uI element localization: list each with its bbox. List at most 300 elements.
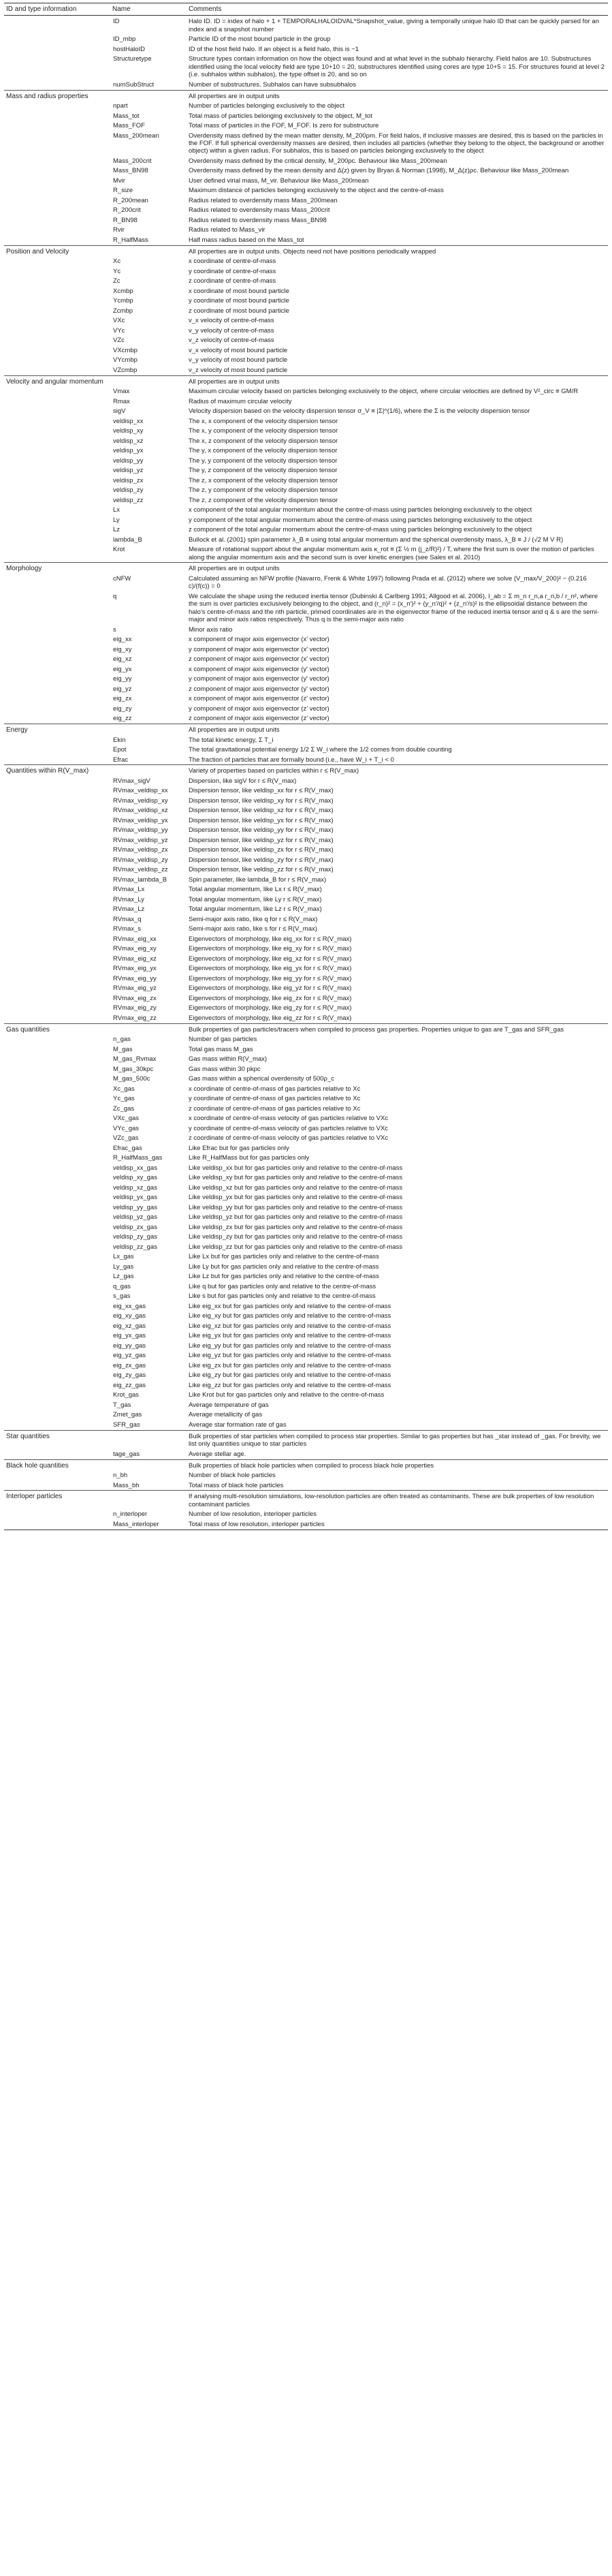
property-name: veldisp_xz_gas: [113, 1183, 157, 1192]
property-comment: Like s but for gas particles only and relative to the centre-of-mass: [189, 1292, 376, 1301]
property-name: VXcmbp: [113, 346, 138, 354]
row-category-cell: [4, 466, 110, 476]
property-name: VXc_gas: [113, 1115, 140, 1123]
section-name-cell: [110, 1430, 187, 1449]
property-comment: The total kinetic energy, Σ T_i: [189, 736, 274, 744]
table-row: [4, 1510, 608, 1520]
property-name: VZc_gas: [113, 1134, 139, 1143]
table-row: [4, 365, 608, 375]
property-comment: The z, z component of the velocity dispersion tensor: [189, 496, 338, 504]
table-row: [4, 486, 608, 496]
row-category-cell: [4, 684, 110, 694]
property-name: Mass_FOF: [113, 122, 145, 130]
property-name: RVmax_veldisp_zz: [113, 866, 168, 874]
property-comment: ID of the host field halo. If an object is a field halo, this is −1: [189, 45, 359, 53]
property-name: Epot: [113, 746, 127, 754]
property-name: M_gas_500c: [113, 1075, 150, 1083]
property-comment: Number of substructures. Subhalos can have subsubhalos: [189, 80, 357, 89]
table-row: [4, 166, 608, 176]
table-row: [4, 257, 608, 267]
row-category-cell: [4, 1094, 110, 1104]
table-row: [4, 993, 608, 1004]
section-header-row: [4, 1459, 608, 1470]
row-category-cell: [4, 336, 110, 346]
property-comment: Gas mass within a spherical overdensity of 500ρ_c: [189, 1075, 334, 1083]
row-category-cell: [4, 875, 110, 885]
property-name: veldisp_yy: [113, 456, 144, 465]
row-category-cell: [4, 1222, 110, 1232]
table-row: [4, 506, 608, 516]
table-row: [4, 426, 608, 437]
property-name: Krot: [113, 546, 125, 554]
table-row: [4, 885, 608, 895]
property-comment: Eigenvectors of morphology, like eig_zy for r ≤ R(V_max): [189, 1004, 352, 1012]
property-name: q: [113, 592, 117, 600]
table-row: [4, 436, 608, 446]
row-category-cell: [4, 1013, 110, 1023]
section-name-cell: [110, 1459, 187, 1470]
property-comment: Total gas mass M_gas: [189, 1045, 253, 1053]
property-comment: Like Lx but for gas particles only and relative to the centre-of-mass: [189, 1253, 379, 1261]
property-name: veldisp_xx_gas: [113, 1164, 157, 1172]
row-category-cell: [4, 806, 110, 816]
row-category-cell: [4, 1153, 110, 1164]
table-row: [4, 186, 608, 196]
property-comment: Like Lz but for gas particles only and relative to the centre-of-mass: [189, 1273, 379, 1281]
property-name: npart: [113, 102, 128, 110]
property-name: M_gas_30kpc: [113, 1065, 154, 1073]
table-row: [4, 80, 608, 90]
row-category-cell: [4, 895, 110, 905]
property-name: Xc_gas: [113, 1085, 135, 1093]
property-comment: Dispersion tensor, like veldisp_yx for r ≤ R(V_max): [189, 816, 334, 824]
table-row: [4, 466, 608, 476]
property-comment: Number of particles belonging exclusively to the object: [189, 102, 345, 110]
row-category-cell: [4, 625, 110, 635]
row-category-cell: [4, 196, 110, 206]
row-category-cell: [4, 535, 110, 545]
table-row: [4, 336, 608, 346]
property-comment: Particle ID of the most bound particle in the group: [189, 35, 331, 44]
row-category-cell: [4, 235, 110, 245]
section-name-cell: [110, 1023, 187, 1034]
property-name: VZcmbp: [113, 366, 138, 374]
property-name: VYcmbp: [113, 356, 138, 364]
table-row: [4, 745, 608, 755]
row-category-cell: [4, 1282, 110, 1292]
table-row: [4, 826, 608, 836]
table-row: [4, 1519, 608, 1530]
table-row: [4, 974, 608, 984]
property-comment: Number of low resolution, interloper particles: [189, 1510, 317, 1519]
row-category-cell: [4, 156, 110, 166]
property-name: n_bh: [113, 1472, 128, 1480]
table-row: [4, 776, 608, 786]
property-name: RVmax_lambda_B: [113, 875, 167, 884]
table-row: [4, 1361, 608, 1371]
property-name: Lx_gas: [113, 1253, 134, 1261]
property-comment: Dispersion tensor, like veldisp_zz for r ≤ R(V_max): [189, 866, 334, 874]
property-name: eig_yy_gas: [113, 1341, 146, 1350]
property-name: Yc: [113, 267, 121, 275]
property-comment: Total mass of particles belonging exclusively to the object, M_tot: [189, 112, 372, 120]
property-name: veldisp_zz_gas: [113, 1243, 157, 1251]
row-category-cell: [4, 476, 110, 486]
section-header-row: [4, 375, 608, 386]
property-name: veldisp_zy_gas: [113, 1233, 157, 1241]
row-category-cell: [4, 1104, 110, 1114]
property-comment: y component of the total angular momentum about the centre-of-mass using particles belonging exclusively to the object: [189, 516, 532, 524]
property-name: eig_xy_gas: [113, 1312, 146, 1320]
table-row: [4, 515, 608, 525]
property-comment: Total angular momentum, like Lx r ≤ R(V_max): [189, 886, 322, 894]
row-category-cell: [4, 186, 110, 196]
header-col-category: ID and type information: [4, 3, 110, 16]
section-title: Quantities within R(V_max): [4, 765, 110, 776]
table-row: [4, 356, 608, 366]
property-name: eig_yz: [113, 685, 132, 693]
property-comment: Eigenvectors of morphology, like eig_xy for r ≤ R(V_max): [189, 945, 352, 953]
row-category-cell: [4, 80, 110, 90]
section-comment: All properties are in output units: [187, 90, 608, 101]
section-comment: Variety of properties based on particles within r ≤ R(V_max): [187, 765, 608, 776]
property-name: RVmax_Lz: [113, 905, 145, 914]
row-category-cell: [4, 1341, 110, 1351]
table-row: [4, 1312, 608, 1322]
section-title: Energy: [4, 724, 110, 735]
property-name: R_200mean: [113, 196, 148, 204]
section-header-row: [4, 90, 608, 101]
row-category-cell: [4, 1301, 110, 1312]
row-category-cell: [4, 456, 110, 466]
property-comment: Total angular momentum, like Lz r ≤ R(V_max): [189, 905, 322, 914]
property-name: VZc: [113, 337, 125, 345]
table-row: [4, 1410, 608, 1421]
row-category-cell: [4, 1380, 110, 1391]
property-name: cNFW: [113, 574, 131, 583]
table-row: [4, 1351, 608, 1361]
property-comment: z coordinate of most bound particle: [189, 307, 289, 315]
table-row: [4, 625, 608, 635]
table-row: [4, 387, 608, 397]
row-category-cell: [4, 1272, 110, 1282]
row-category-cell: [4, 1084, 110, 1094]
row-category-cell: [4, 1410, 110, 1421]
row-category-cell: [4, 1143, 110, 1153]
row-category-cell: [4, 655, 110, 665]
property-name: veldisp_xx: [113, 417, 144, 425]
row-category-cell: [4, 1035, 110, 1045]
property-comment: Dispersion, like sigV for r ≤ R(V_max): [189, 777, 297, 785]
table-row: [4, 1321, 608, 1331]
property-name: Vmax: [113, 388, 130, 396]
property-comment: Semi-major axis ratio, like q for r ≤ R(V_max): [189, 915, 318, 923]
properties-table-body: [4, 3, 608, 1530]
table-row: [4, 345, 608, 356]
table-row: [4, 35, 608, 45]
table-row: [4, 694, 608, 704]
table-row: [4, 1242, 608, 1252]
row-category-cell: [4, 885, 110, 895]
property-name: T_gas: [113, 1401, 131, 1409]
table-row: [4, 1480, 608, 1491]
row-category-cell: [4, 1519, 110, 1530]
property-comment: Half mass radius based on the Mass_tot: [189, 236, 304, 244]
table-row: [4, 1262, 608, 1272]
property-name: Zcmbp: [113, 307, 133, 315]
property-name: M_gas_Rvmax: [113, 1055, 157, 1064]
property-name: q_gas: [113, 1282, 131, 1290]
property-name: n_gas: [113, 1036, 131, 1044]
property-comment: z component of the total angular momentum about the centre-of-mass using particles belonging exclusively to the object: [189, 526, 532, 534]
row-category-cell: [4, 855, 110, 865]
row-category-cell: [4, 1213, 110, 1223]
property-comment: Structure types contain information on how the object was found and at what level in the subhalo hierarchy. Field halos are 10. Substructures identified using the local velocity field are type 10+10 = 20, substructures identified using cores are type 10+5 = 15. For structures found at level 2 (i.e. subhalos within subhalos), the type offset is 20, and so on: [189, 55, 605, 79]
property-name: RVmax_eig_xz: [113, 955, 157, 963]
property-name: RVmax_eig_xy: [113, 945, 157, 953]
section-name-cell: [110, 1491, 187, 1510]
property-comment: Halo ID. ID = index of halo + 1 + TEMPORALHALOIDVAL*Snapshot_value, giving a temporally unique halo ID that can be quickly parsed for an index and a snapshot number: [187, 16, 608, 35]
property-comment: Like eig_yx but for gas particles only and relative to the centre-of-mass: [189, 1332, 391, 1340]
property-comment: v_y velocity of most bound particle: [189, 356, 288, 364]
row-category-cell: [4, 1292, 110, 1302]
row-category-cell: [4, 495, 110, 506]
row-category-cell: [4, 44, 110, 55]
table-row: [4, 1282, 608, 1292]
property-name: eig_yx: [113, 665, 132, 673]
table-row: [4, 835, 608, 845]
property-name: veldisp_xy_gas: [113, 1174, 157, 1182]
property-comment: Like eig_yy but for gas particles only and relative to the centre-of-mass: [189, 1341, 391, 1350]
property-name: R_HalfMass_gas: [113, 1154, 163, 1162]
property-name: Mass_interloper: [110, 1519, 187, 1530]
property-name: veldisp_yz_gas: [113, 1213, 157, 1222]
section-comment: Bulk properties of star particles when compiled to process star properties. Similar to gas properties but has _star instead of _gas. For brevity, we list only quantities unique to star particles: [187, 1430, 608, 1449]
property-comment: Gas mass within 30 pkpc: [189, 1065, 261, 1073]
property-name: s_gas: [113, 1292, 131, 1301]
property-name: tage_gas: [113, 1450, 140, 1458]
property-name: eig_yy: [113, 675, 132, 683]
table-row: [4, 416, 608, 426]
table-row: [4, 684, 608, 694]
section-name-cell: [110, 90, 187, 101]
property-comment: Bullock et al. (2001) spin parameter λ_B ≡ using total angular momentum and the spherical overdensity mass, λ_B ≡ J / (√2 M V R): [189, 536, 564, 544]
table-row: [4, 1064, 608, 1074]
row-category-cell: [4, 1202, 110, 1213]
row-category-cell: [4, 645, 110, 655]
row-category-cell: [4, 436, 110, 446]
property-name: Mass_200crit: [113, 157, 152, 165]
property-comment: Dispersion tensor, like veldisp_yy for r ≤ R(V_max): [189, 826, 334, 835]
property-name: veldisp_zy: [113, 486, 144, 495]
property-comment: Like veldisp_zz but for gas particles only and relative to the centre-of-mass: [189, 1243, 403, 1251]
property-comment: Gas mass within R(V_max): [189, 1055, 268, 1064]
table-row: [4, 206, 608, 216]
property-name: sigV: [113, 407, 126, 416]
property-comment: Eigenvectors of morphology, like eig_zz for r ≤ R(V_max): [189, 1014, 352, 1022]
row-category-cell: [4, 1074, 110, 1085]
property-name: RVmax_eig_yy: [113, 974, 157, 982]
table-row: [4, 266, 608, 277]
section-title: Velocity and angular momentum: [4, 375, 110, 386]
row-category-cell: [4, 1391, 110, 1401]
property-name: eig_zx: [113, 695, 132, 703]
table-row: [4, 1470, 608, 1480]
property-comment: Like veldisp_zy but for gas particles only and relative to the centre-of-mass: [189, 1233, 403, 1241]
property-name: Yc_gas: [113, 1095, 135, 1103]
row-category-cell: [4, 993, 110, 1004]
property-comment: Like Efrac but for gas particles only: [189, 1144, 289, 1152]
table-row: [4, 1341, 608, 1351]
row-category-cell: [4, 865, 110, 875]
table-row: [4, 934, 608, 944]
section-title: Mass and radius properties: [4, 90, 110, 101]
table-row: [4, 1035, 608, 1045]
row-category-cell: [4, 277, 110, 287]
property-name: RVmax_eig_yx: [113, 965, 157, 973]
property-name: Krot_gas: [113, 1391, 140, 1399]
property-comment: Like veldisp_zx but for gas particles only and relative to the centre-of-mass: [189, 1223, 403, 1231]
property-comment: Average star formation rate of gas: [189, 1421, 287, 1429]
table-row: [4, 655, 608, 665]
property-name: Efrac_gas: [113, 1144, 142, 1152]
row-category-cell: [4, 574, 110, 591]
property-comment: Overdensity mass defined by the mean matter density, M_200ρm. For field halos, if inclusive masses are desired, this is based on the particles in the FOF. If full spherical overdensity masses are desired, then includes all particles (whether they belong to the object, the background or another object) within a given radius. For subhalos, this is based on particles belonging exclusively to the object: [189, 131, 605, 155]
property-comment: z component of major axis eigenvector (z′ vector): [189, 715, 329, 723]
section-comment: Bulk properties of gas particles/tracers when compiled to process gas properties. Properties unique to gas are T_gas and SFR_gas: [187, 1023, 608, 1034]
table-row: [4, 954, 608, 964]
row-category-cell: [4, 206, 110, 216]
property-name: veldisp_yz: [113, 467, 144, 475]
table-row: [4, 306, 608, 316]
row-category-cell: [4, 306, 110, 316]
property-name: RVmax_veldisp_xx: [113, 787, 168, 795]
row-category-cell: [4, 1321, 110, 1331]
row-category-cell: [4, 591, 110, 625]
row-category-cell: [4, 1449, 110, 1459]
property-comment: Eigenvectors of morphology, like eig_xz for r ≤ R(V_max): [189, 955, 352, 963]
property-name: eig_xy: [113, 645, 132, 653]
section-name-cell: [110, 375, 187, 386]
property-name: RVmax_Lx: [113, 886, 145, 894]
row-category-cell: [4, 1055, 110, 1065]
property-name: R_BN98: [113, 216, 138, 224]
property-comment: Number of gas particles: [189, 1036, 257, 1044]
row-category-cell: [4, 515, 110, 525]
section-name-cell: [110, 563, 187, 574]
row-category-cell: [4, 745, 110, 755]
section-title: Gas quantities: [4, 1023, 110, 1034]
table-row: [4, 674, 608, 685]
property-name: RVmax_eig_zz: [113, 1014, 157, 1022]
row-category-cell: [4, 1331, 110, 1341]
property-comment: v_y velocity of centre-of-mass: [189, 326, 274, 335]
property-name: eig_zy: [113, 704, 132, 713]
row-category-cell: [4, 1232, 110, 1243]
table-row: [4, 1123, 608, 1134]
property-comment: Dispersion tensor, like veldisp_xy for r ≤ R(V_max): [189, 796, 334, 805]
table-row: [4, 1084, 608, 1094]
property-name: RVmax_veldisp_xy: [113, 796, 168, 805]
property-name: eig_xz: [113, 655, 132, 664]
table-row: [4, 1173, 608, 1183]
row-category-cell: [4, 131, 110, 156]
table-row: [4, 1013, 608, 1023]
row-category-cell: [4, 1004, 110, 1014]
property-comment: Like eig_xy but for gas particles only and relative to the centre-of-mass: [189, 1312, 391, 1320]
row-category-cell: [4, 1351, 110, 1361]
property-comment: Like veldisp_xy but for gas particles only and relative to the centre-of-mass: [189, 1174, 403, 1182]
property-name: veldisp_yy_gas: [113, 1203, 157, 1211]
property-comment: Velocity dispersion based on the velocity dispersion tensor σ_V ≡ |Σ|^(1/6), where the Σ is the velocity dispersion tensor: [189, 407, 530, 416]
property-comment: The x, y component of the velocity dispersion tensor: [189, 427, 338, 435]
property-comment: Total mass of black hole particles: [189, 1481, 284, 1489]
row-category-cell: [4, 1193, 110, 1203]
section-name-cell: [110, 724, 187, 735]
property-comment: y coordinate of centre-of-mass: [189, 267, 276, 275]
table-row: [4, 786, 608, 796]
section-header-row: [4, 245, 608, 256]
row-category-cell: [4, 845, 110, 856]
row-category-cell: [4, 755, 110, 765]
property-comment: Calculated assuming an NFW profile (Navarro, Frenk & White 1997) following Prada et al. (2012) where we solve (V_max/V_200)² − (0.216 c)/(f(c)) = 0: [189, 574, 587, 591]
row-category-cell: [4, 944, 110, 955]
property-name: Xcmbp: [113, 287, 133, 295]
table-row: [4, 755, 608, 765]
table-row: [4, 664, 608, 674]
property-name: RVmax_eig_zx: [113, 994, 157, 1002]
row-category-cell: [4, 446, 110, 456]
property-name: Lx: [113, 506, 120, 514]
row-category-cell: [4, 506, 110, 516]
property-name: Mass_bh: [113, 1481, 140, 1489]
property-comment: The y, y component of the velocity dispersion tensor: [189, 456, 338, 465]
row-category-cell: [4, 1420, 110, 1430]
property-name: eig_xz_gas: [113, 1322, 146, 1330]
table-row: [4, 704, 608, 714]
row-category-cell: [4, 1163, 110, 1173]
property-comment: Average stellar age.: [189, 1450, 246, 1458]
table-row: [4, 1114, 608, 1124]
property-comment: z coordinate of centre-of-mass velocity of gas particles relative to VXc: [189, 1134, 389, 1143]
table-row: [4, 944, 608, 955]
table-row: [4, 1232, 608, 1243]
property-comment: Semi-major axis ratio, like s for r ≤ R(V_max): [189, 925, 317, 933]
header-col-comments: Comments: [187, 3, 608, 16]
property-comment: y coordinate of most bound particle: [189, 297, 289, 305]
property-comment: z coordinate of centre-of-mass: [189, 277, 276, 285]
property-comment: The y, z component of the velocity dispersion tensor: [189, 467, 338, 475]
property-comment: Total angular momentum, like Ly r ≤ R(V_max): [189, 895, 322, 903]
table-row: [4, 925, 608, 935]
row-category-cell: [4, 1400, 110, 1410]
section-title: Star quantities: [4, 1430, 110, 1449]
row-category-cell: [4, 286, 110, 296]
property-comment: x coordinate of centre-of-mass: [189, 258, 276, 266]
property-comment: Like veldisp_xx but for gas particles only and relative to the centre-of-mass: [189, 1164, 403, 1172]
property-name: numSubStruct: [113, 80, 155, 89]
property-name: hostHaloID: [113, 45, 145, 53]
table-row: [4, 1163, 608, 1173]
row-category-cell: [4, 387, 110, 397]
table-row: [4, 1044, 608, 1055]
table-row: [4, 875, 608, 885]
table-row: [4, 196, 608, 206]
table-row: [4, 1193, 608, 1203]
row-category-cell: [4, 545, 110, 563]
section-name-cell: [110, 765, 187, 776]
row-category-cell: [4, 316, 110, 326]
